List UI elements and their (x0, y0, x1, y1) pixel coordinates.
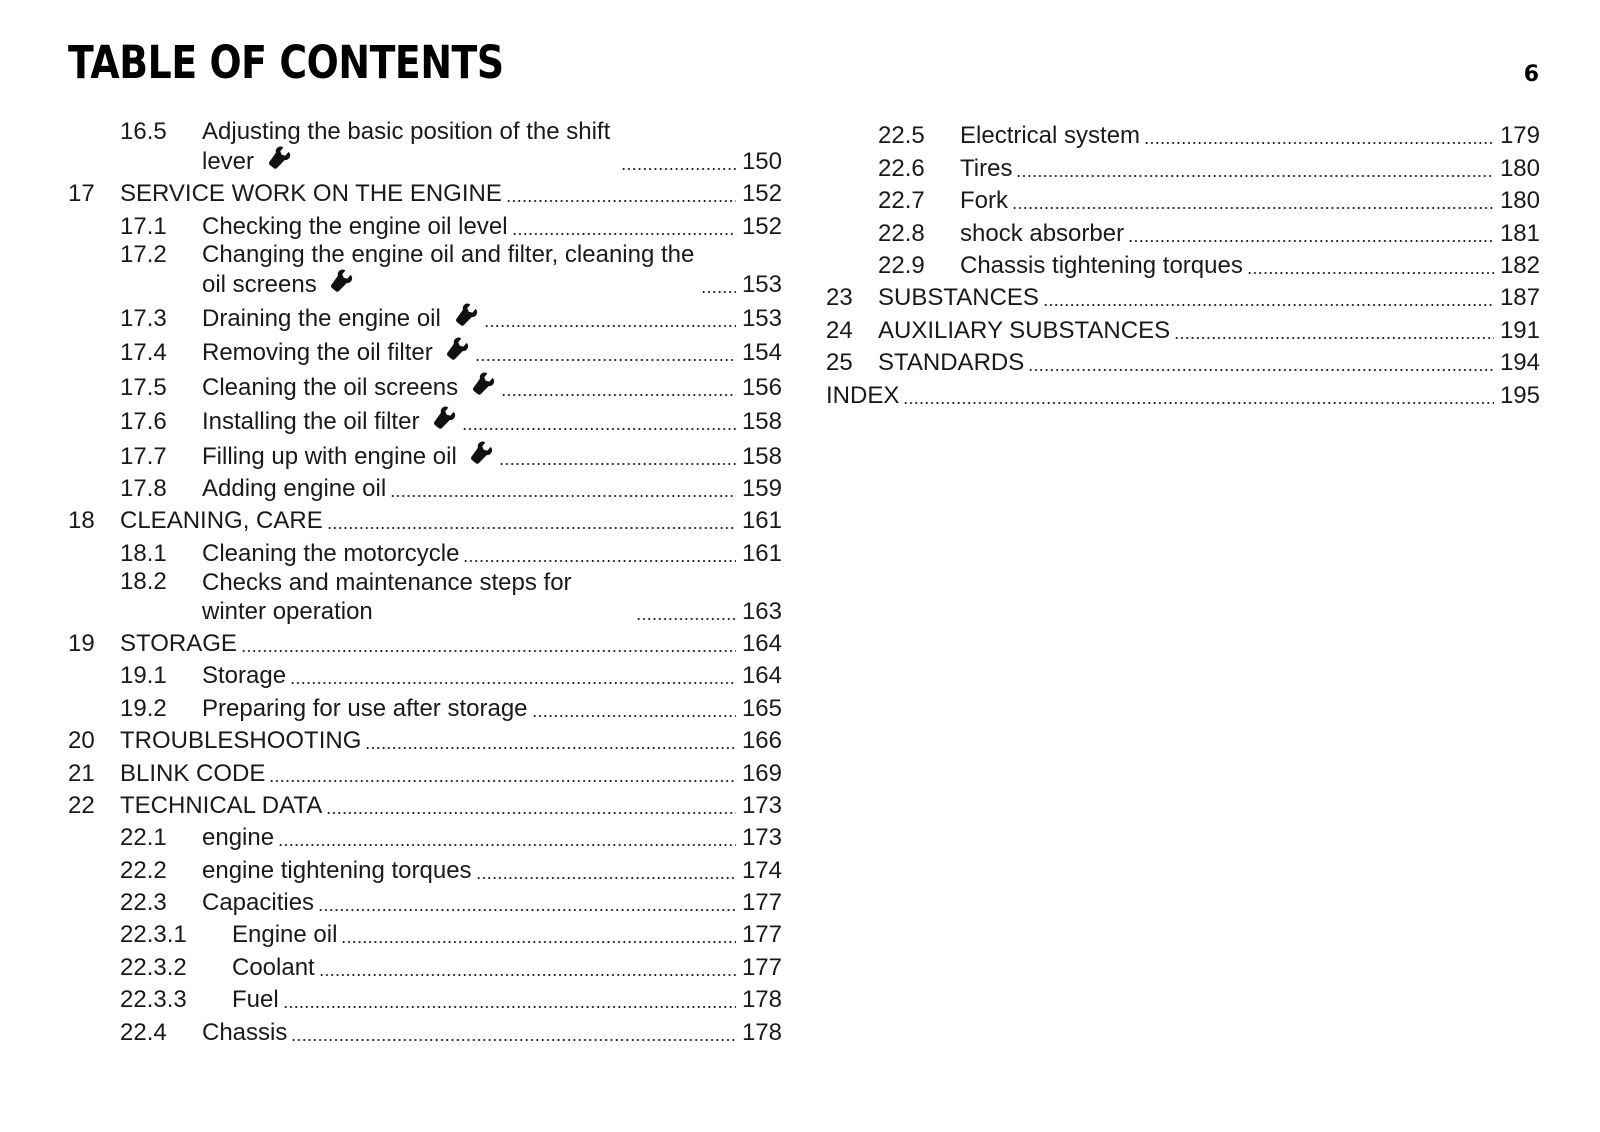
dot-leader (341, 941, 736, 943)
toc-entry-number: 20 (68, 727, 95, 755)
toc-entry[interactable] (826, 215, 1540, 247)
toc-entry-title-text: SERVICE WORK ON THE ENGINE (120, 180, 502, 208)
toc-entry-page-number: 194 (1499, 349, 1540, 377)
toc-entry-title (202, 441, 495, 471)
toc-entry-title-text: Engine oil (232, 921, 338, 949)
toc-entry-title-text: Preparing for use after storage (202, 694, 528, 722)
toc-entry-title-text: engine (202, 824, 275, 852)
toc-entry-title-text: Electrical system (960, 122, 1141, 150)
toc-entry[interactable] (826, 183, 1540, 215)
toc-entry[interactable] (68, 626, 782, 658)
dot-leader (636, 618, 736, 620)
toc-entry-number: 22.3.2 (120, 953, 187, 981)
toc-entry-title (202, 824, 274, 852)
toc-entry-title (826, 382, 899, 410)
toc-entry-number: 17.2 (120, 240, 167, 268)
toc-entry-title (202, 475, 386, 503)
toc-entry[interactable] (68, 982, 782, 1014)
toc-entry-title (202, 303, 480, 333)
toc-entry-title-text: shock absorber (960, 219, 1125, 247)
dot-leader (475, 359, 736, 361)
toc-entry-number: 22.5 (878, 122, 925, 150)
toc-entry-number: 17.3 (120, 304, 167, 332)
toc-entry[interactable] (68, 852, 782, 884)
toc-entry-title (120, 180, 502, 208)
dot-leader (476, 877, 736, 879)
toc-entry-page-number: 177 (741, 921, 782, 949)
toc-entry-page-number: 177 (741, 953, 782, 981)
toc-entry-page-number: 158 (741, 408, 782, 436)
toc-entry-page-number: 182 (1499, 251, 1540, 279)
toc-entry-title (960, 122, 1140, 150)
toc-entry[interactable] (68, 436, 782, 470)
toc-entry-title-text: Chassis (202, 1018, 288, 1046)
toc-entry-page-number: 180 (1499, 187, 1540, 215)
dot-leader (903, 402, 1494, 404)
toc-entry-title-text: Installing the oil filter (202, 408, 420, 436)
toc-entry-title-text: Adding engine oil (202, 474, 387, 502)
toc-entry-title (202, 662, 286, 690)
dot-leader (506, 200, 736, 202)
toc-entry[interactable] (826, 280, 1540, 312)
dot-leader (1128, 240, 1494, 242)
wrench-icon (432, 406, 458, 432)
toc-entry-number: 25 (826, 349, 853, 377)
wrench-icon (469, 441, 495, 467)
toc-entry-title-text: Draining the engine oil (202, 304, 441, 332)
toc-entry-title (202, 372, 497, 402)
toc-entry-title-text: Chassis tightening torques (960, 251, 1243, 279)
toc-entry-number: 18 (68, 507, 95, 535)
toc-entry[interactable] (68, 176, 782, 208)
toc-entry-page-number: 154 (741, 339, 782, 367)
toc-entry[interactable] (68, 118, 782, 176)
dot-leader (463, 560, 736, 562)
toc-entry-title (202, 889, 314, 917)
toc-entry-page-number: 174 (741, 856, 782, 884)
toc-entry-title (120, 792, 322, 820)
toc-entry[interactable] (68, 503, 782, 535)
toc-entry-title (120, 727, 361, 755)
toc-entry-title (202, 568, 632, 626)
toc-entry-title (878, 317, 1170, 345)
toc-entry-page-number: 158 (741, 442, 782, 470)
toc-entry[interactable] (826, 150, 1540, 182)
dot-leader (532, 715, 736, 717)
dot-leader (1028, 369, 1494, 371)
toc-entry-title-text: Adjusting the basic position of the shift lever (202, 117, 611, 175)
toc-entry-title-text: TROUBLESHOOTING (120, 727, 362, 755)
toc-entry-title-text: Fuel (232, 986, 279, 1014)
toc-entry-page-number: 177 (741, 889, 782, 917)
toc-entry[interactable] (826, 345, 1540, 377)
toc-entry[interactable] (68, 333, 782, 367)
dot-leader (501, 394, 736, 396)
dot-leader (365, 747, 736, 749)
toc-entry-title-text: Changing the engine oil and filter, cleaning the oil screens (202, 240, 695, 298)
page-title: TABLE OF CONTENTS (68, 36, 504, 89)
toc-entry-page-number: 195 (1499, 381, 1540, 409)
toc-entry-number: 19 (68, 629, 95, 657)
toc-entry-number: 22.9 (878, 251, 925, 279)
toc-entry-title (202, 240, 697, 299)
dot-leader (319, 974, 736, 976)
toc-entry-number: 22.3.1 (120, 921, 187, 949)
toc-entry-title (202, 117, 617, 176)
toc-entry[interactable] (68, 885, 782, 917)
toc-entry-page-number: 166 (741, 727, 782, 755)
toc-entry-title (120, 507, 323, 535)
toc-entry-title-text: Cleaning the motorcycle (202, 539, 460, 567)
toc-entry-title-text: Tires (960, 154, 1013, 182)
toc-entry-title (878, 284, 1039, 312)
toc-entry[interactable] (68, 917, 782, 949)
dot-leader (499, 463, 736, 465)
toc-entry-number: 21 (68, 759, 95, 787)
toc-entry-page-number: 169 (741, 759, 782, 787)
toc-entry-number: 16.5 (120, 118, 167, 145)
toc-entry-title-text: Storage (202, 662, 287, 690)
toc-entry-title-text: Checks and maintenance steps for winter operation (202, 568, 572, 625)
toc-entry-title (960, 187, 1008, 215)
toc-entry-title (232, 921, 337, 949)
toc-entry-title-text: Coolant (232, 953, 315, 981)
toc-entry-page-number: 178 (741, 986, 782, 1014)
toc-entry-number: 19.2 (120, 694, 167, 722)
toc-entry[interactable] (68, 755, 782, 787)
dot-leader (462, 428, 736, 430)
dot-leader (1016, 175, 1494, 177)
toc-entry-page-number: 164 (741, 629, 782, 657)
toc-entry[interactable] (68, 820, 782, 852)
toc-entry-title-text: Removing the oil filter (202, 339, 433, 367)
toc-entry[interactable] (826, 118, 1540, 150)
toc-entry-title-text: Checking the engine oil level (202, 212, 508, 240)
toc-entry-title-text: CLEANING, CARE (120, 507, 323, 535)
dot-leader (291, 1039, 736, 1041)
toc-entry-number: 22.7 (878, 187, 925, 215)
toc-entry[interactable] (826, 312, 1540, 344)
toc-entry-number: 22.2 (120, 856, 167, 884)
toc-entry-title (232, 954, 315, 982)
toc-entry[interactable] (826, 377, 1540, 409)
dot-leader (326, 812, 736, 814)
dot-leader (318, 909, 736, 911)
toc-entry-title-text: INDEX (826, 381, 900, 409)
dot-leader (621, 168, 736, 170)
toc-entry-title (120, 760, 265, 788)
toc-entry-number: 24 (826, 316, 853, 344)
toc-entry-title (202, 337, 471, 367)
toc-entry-page-number: 181 (1499, 219, 1540, 247)
toc-entry-number: 22.6 (878, 154, 925, 182)
toc-entry-page-number: 161 (741, 507, 782, 535)
toc-entry[interactable] (68, 402, 782, 436)
toc-entry-page-number: 153 (741, 270, 782, 298)
dot-leader (327, 527, 736, 529)
toc-entry-title-text: Filling up with engine oil (202, 442, 457, 470)
toc-entry-page-number: 156 (741, 373, 782, 401)
toc-right-column (826, 118, 1540, 410)
toc-entry-title (202, 406, 458, 436)
toc-entry-title-text: AUXILIARY SUBSTANCES (878, 316, 1171, 344)
dot-leader (390, 495, 736, 497)
toc-entry[interactable] (68, 367, 782, 401)
toc-entry-title-text: STANDARDS (878, 349, 1025, 377)
toc-entry-page-number: 150 (741, 147, 782, 175)
toc-entry-title-text: BLINK CODE (120, 759, 266, 787)
toc-entry-number: 17.1 (120, 212, 167, 240)
dot-leader (241, 650, 736, 652)
toc-entry-page-number: 153 (741, 304, 782, 332)
dot-leader (1247, 272, 1494, 274)
dot-leader (1144, 142, 1494, 144)
toc-entry[interactable] (68, 241, 782, 299)
toc-entry-number: 18.1 (120, 539, 167, 567)
toc-entry[interactable] (68, 949, 782, 981)
toc-entry-page-number: 163 (741, 597, 782, 625)
toc-entry[interactable] (68, 723, 782, 755)
toc-entry-page-number: 152 (741, 212, 782, 240)
toc-entry-title-text: TECHNICAL DATA (120, 791, 323, 819)
toc-entry-page-number: 173 (741, 791, 782, 819)
dot-leader (1012, 207, 1494, 209)
toc-entry-page-number: 191 (1499, 316, 1540, 344)
toc-entry-number: 17.4 (120, 339, 167, 367)
toc-entry-number: 18.2 (120, 567, 167, 595)
toc-entry-title (960, 252, 1243, 280)
dot-leader (512, 233, 736, 235)
toc-entry-title-text: STORAGE (120, 629, 237, 657)
toc-entry-title (202, 695, 528, 723)
wrench-icon (445, 337, 471, 363)
toc-entry-number: 17.7 (120, 442, 167, 470)
toc-entry-title (202, 540, 459, 568)
toc-entry[interactable] (68, 471, 782, 503)
wrench-icon (329, 269, 355, 295)
toc-entry-page-number: 159 (741, 474, 782, 502)
toc-left-column (68, 118, 782, 1047)
toc-entry[interactable] (68, 788, 782, 820)
toc-entry-number: 23 (826, 284, 853, 312)
toc-entry-page-number: 187 (1499, 284, 1540, 312)
toc-entry[interactable] (68, 1014, 782, 1046)
toc-entry-title-text: SUBSTANCES (878, 284, 1039, 312)
toc-entry-number: 22.4 (120, 1018, 167, 1046)
toc-entry-title (960, 220, 1124, 248)
toc-entry-title (120, 630, 237, 658)
dot-leader (269, 780, 736, 782)
page-number: 6 (1523, 62, 1539, 87)
toc-entry-number: 22.3.3 (120, 986, 187, 1014)
toc-entry-title (878, 349, 1024, 377)
dot-leader (701, 291, 736, 293)
toc-entry[interactable] (68, 658, 782, 690)
toc-entry-title-text: engine tightening torques (202, 856, 472, 884)
toc-entry[interactable] (68, 568, 782, 626)
toc-entry[interactable] (68, 299, 782, 333)
toc-entry-title (960, 155, 1012, 183)
dot-leader (283, 1006, 736, 1008)
toc-entry[interactable] (68, 208, 782, 240)
toc-entry-page-number: 165 (741, 694, 782, 722)
dot-leader (278, 844, 736, 846)
toc-entry-title (232, 986, 279, 1014)
toc-entry-number: 22.8 (878, 219, 925, 247)
toc-entry-title (202, 857, 472, 885)
toc-entry-number: 22 (68, 791, 95, 819)
toc-entry-title (202, 213, 508, 241)
toc-entry[interactable] (68, 690, 782, 722)
toc-entry-number: 19.1 (120, 662, 167, 690)
toc-entry-number: 17.6 (120, 408, 167, 436)
toc-entry-page-number: 173 (741, 824, 782, 852)
toc-entry-page-number: 161 (741, 539, 782, 567)
toc-entry-page-number: 178 (741, 1018, 782, 1046)
wrench-icon (454, 303, 480, 329)
toc-entry[interactable] (826, 248, 1540, 280)
toc-entry-page-number: 180 (1499, 154, 1540, 182)
toc-entry-page-number: 164 (741, 662, 782, 690)
toc-entry[interactable] (68, 535, 782, 567)
toc-entry-page-number: 152 (741, 180, 782, 208)
toc-entry-number: 22.1 (120, 824, 167, 852)
toc-entry-number: 22.3 (120, 889, 167, 917)
toc-entry-page-number: 179 (1499, 122, 1540, 150)
dot-leader (1174, 337, 1494, 339)
dot-leader (290, 682, 736, 684)
toc-entry-number: 17.5 (120, 373, 167, 401)
wrench-icon (471, 372, 497, 398)
toc-entry-title-text: Fork (960, 187, 1008, 215)
toc-entry-title-text: Cleaning the oil screens (202, 373, 459, 401)
wrench-icon (267, 146, 293, 172)
toc-entry-title (202, 1019, 287, 1047)
dot-leader (1043, 304, 1494, 306)
toc-entry-title-text: Capacities (202, 889, 315, 917)
dot-leader (484, 325, 737, 327)
toc-entry-number: 17.8 (120, 474, 167, 502)
toc-entry-number: 17 (68, 180, 95, 208)
